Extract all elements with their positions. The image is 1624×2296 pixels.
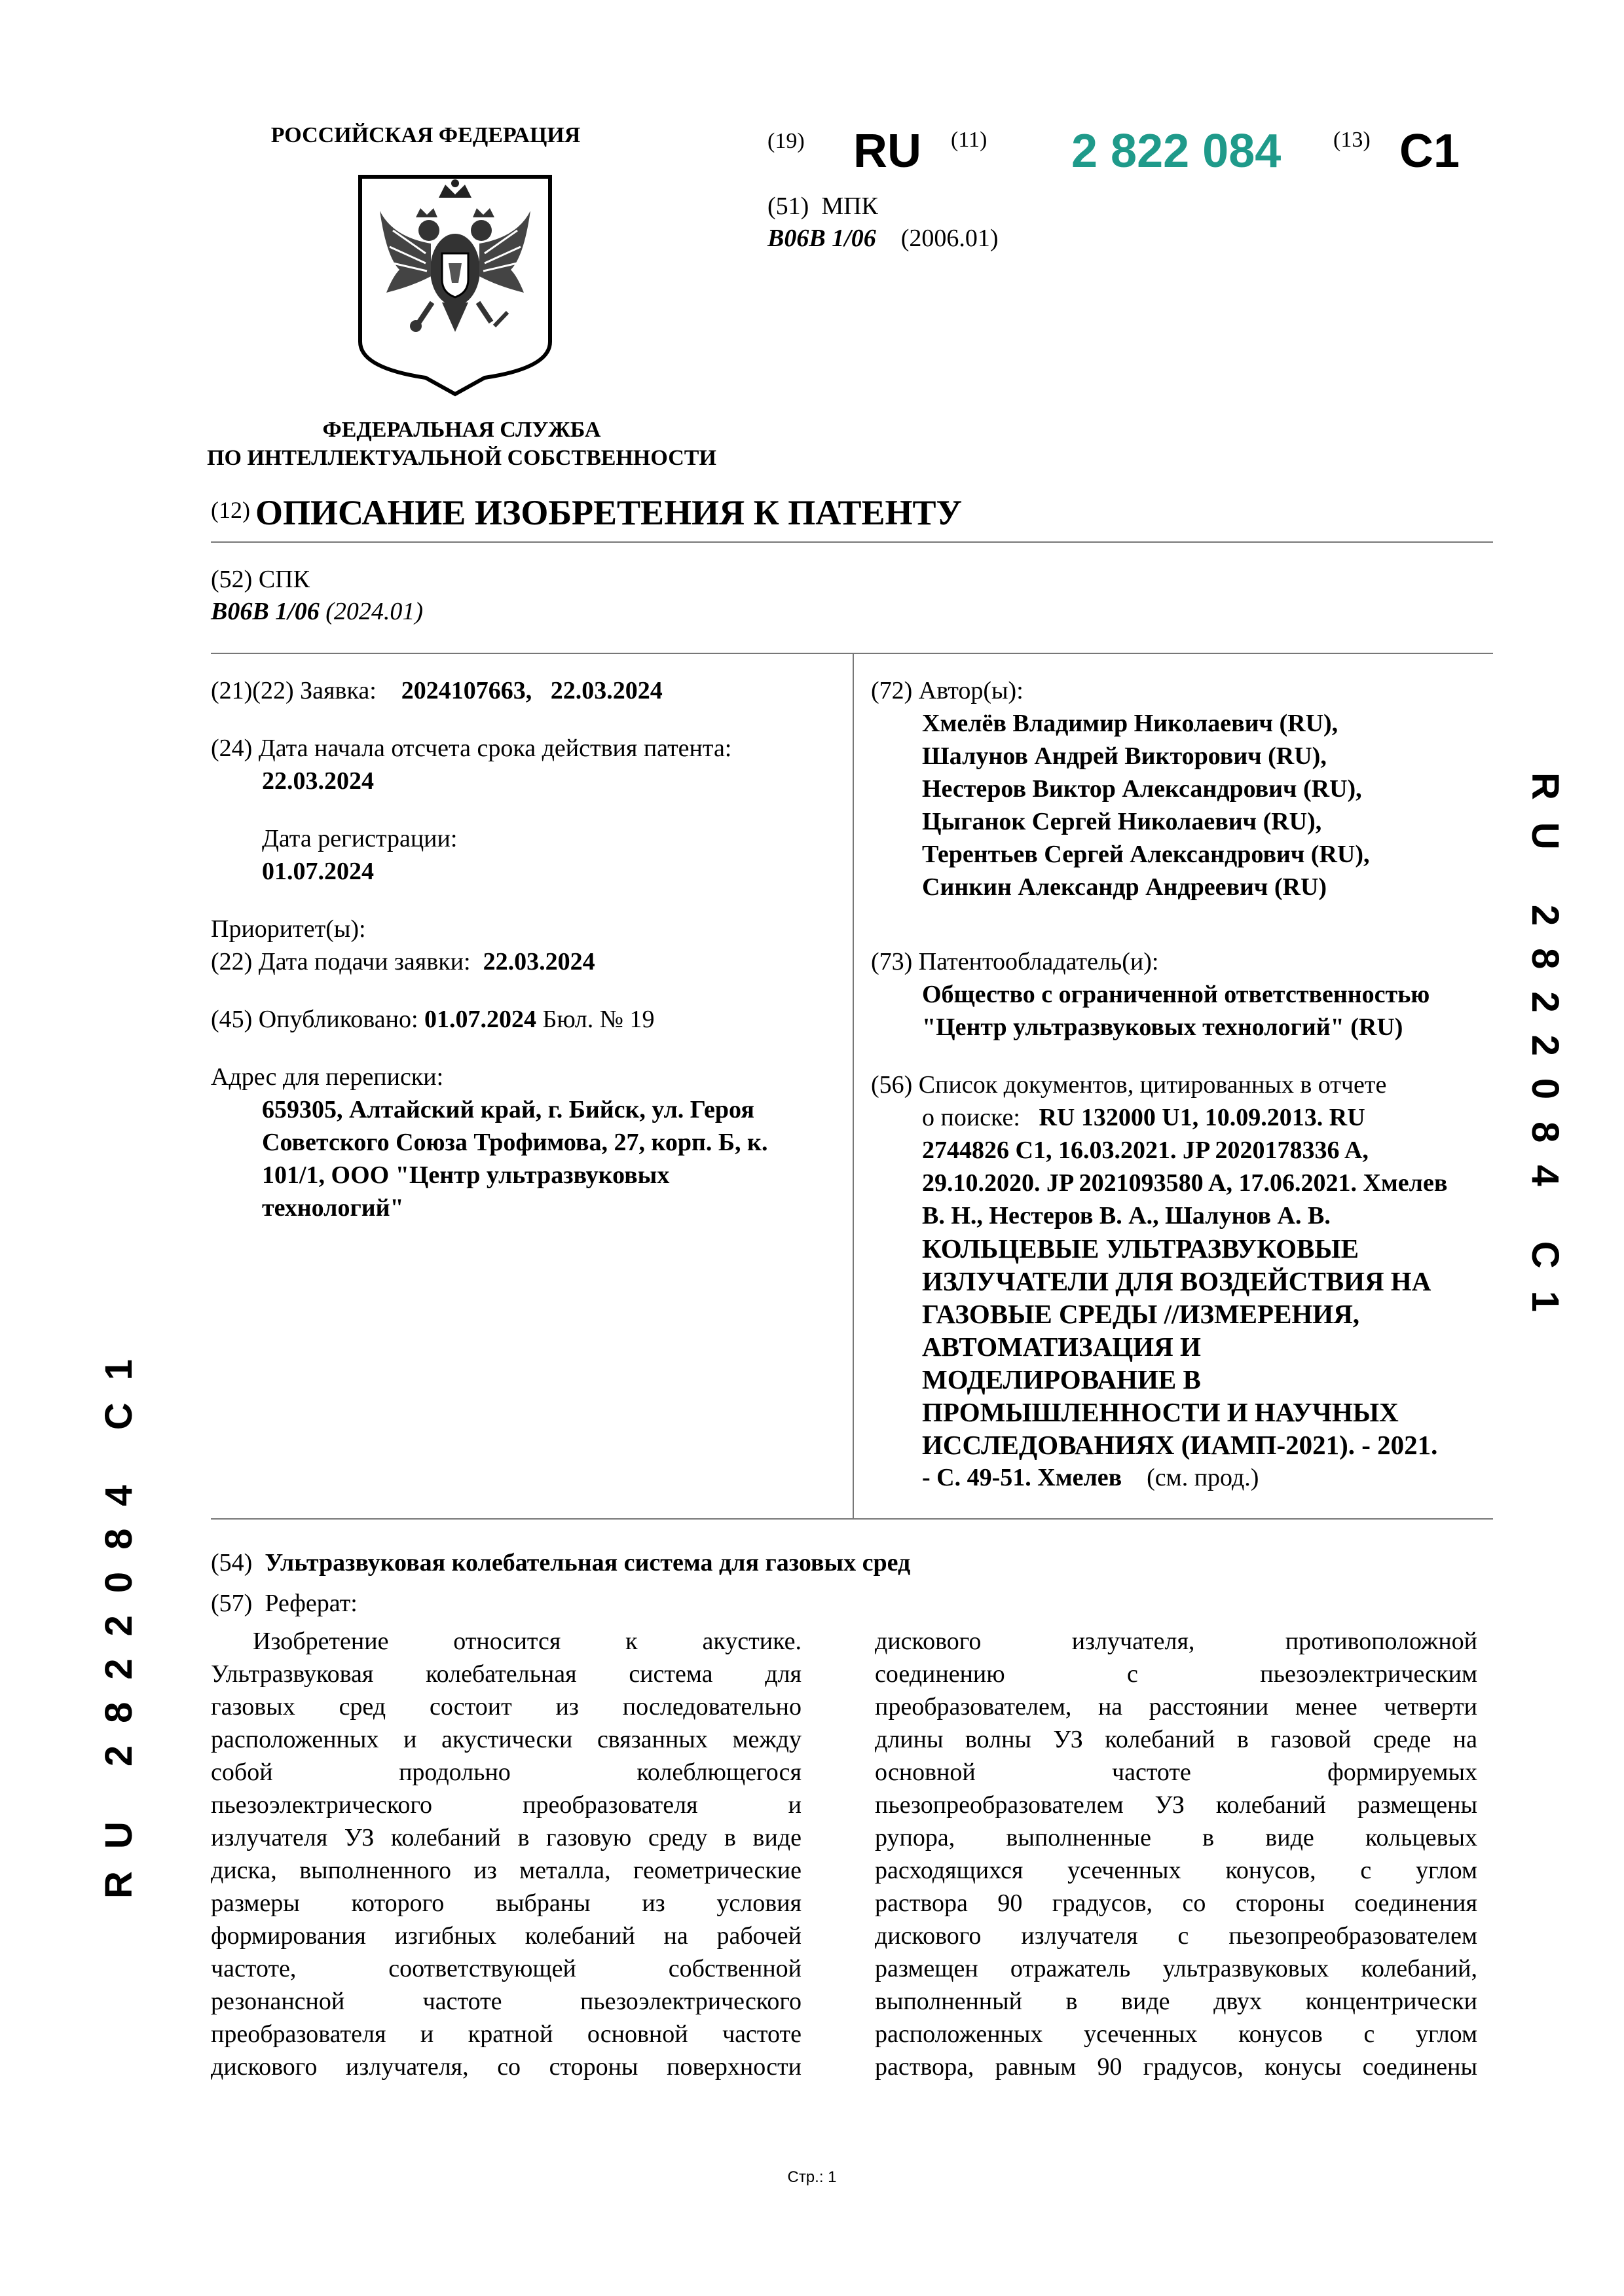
author-name: Хмелёв Владимир Николаевич (RU), bbox=[922, 710, 1338, 737]
application-data bbox=[211, 674, 663, 707]
cited-docs-caps: ПРОМЫШЛЕННОСТИ И НАУЧНЫХ bbox=[922, 1397, 1399, 1427]
country-code: RU bbox=[853, 125, 921, 177]
inid-code-52: (52) bbox=[211, 566, 253, 593]
cpc-label: СПК bbox=[258, 566, 310, 593]
cited-docs-caps: АВТОМАТИЗАЦИЯ И bbox=[922, 1332, 1201, 1362]
abstract-line: пьезоэлектрического преобразователя и bbox=[211, 1791, 802, 1819]
abstract-line: дискового излучателя, со стороны поверхности bbox=[211, 2053, 802, 2081]
abstract-line: диска, выполненного из металла, геометрические bbox=[211, 1857, 802, 1884]
publication-date: 01.07.2024 bbox=[424, 1006, 537, 1033]
invention-title: Ультразвуковая колебательная система для газовых сред bbox=[265, 1549, 911, 1576]
authors-list bbox=[922, 707, 1485, 903]
inid-code-57: (57) bbox=[211, 1590, 253, 1617]
priority-label: Приоритет(ы): bbox=[211, 915, 366, 943]
abstract-line: основной частоте формируемых bbox=[875, 1758, 1477, 1786]
inid-code-13: (13) bbox=[1333, 128, 1371, 152]
patent-holder-line: Общество с ограниченной ответственностью bbox=[922, 981, 1430, 1008]
application-label: (21)(22) Заявка: bbox=[211, 677, 377, 704]
cited-docs-line bbox=[922, 1461, 1498, 1494]
abstract-heading bbox=[211, 1587, 358, 1620]
cited-docs-line: В. Н., Нестеров В. А., Шалунов А. В. bbox=[922, 1202, 1331, 1230]
address-line: технологий" bbox=[262, 1194, 404, 1222]
divider-biblio-top bbox=[211, 653, 1493, 654]
cited-docs-label: (56) Список документов, цитированных в отчете bbox=[871, 1071, 1387, 1099]
doc-type-title: ОПИСАНИЕ ИЗОБРЕТЕНИЯ К ПАТЕНТУ bbox=[255, 493, 963, 532]
cpc-heading bbox=[211, 565, 310, 594]
inid-code-51: (51) bbox=[767, 192, 809, 220]
filing-date-row bbox=[211, 945, 595, 978]
abstract-line: собой продольно колеблющегося bbox=[211, 1758, 802, 1786]
ipc-label: МПК bbox=[821, 192, 878, 220]
country-name: РОССИЙСКАЯ ФЕДЕРАЦИЯ bbox=[270, 123, 581, 147]
side-label-right: RU 2822084 C1 bbox=[1524, 773, 1566, 1334]
abstract-line: излучателя УЗ колебаний в газовую среду в виде bbox=[211, 1824, 802, 1851]
abstract-label: Реферат: bbox=[265, 1590, 358, 1617]
page-number: Стр.: 1 bbox=[787, 2168, 837, 2186]
abstract-line: расположенных и акустически связанных между bbox=[211, 1726, 802, 1753]
inid-code-54: (54) bbox=[211, 1549, 253, 1576]
kind-code: C1 bbox=[1399, 125, 1460, 177]
cited-docs-block bbox=[922, 1101, 1498, 1494]
abstract-line: резонансной частоте пьезоэлектрического bbox=[211, 1988, 802, 2015]
address-line: Советского Союза Трофимова, 27, корп. Б, к. bbox=[262, 1129, 768, 1156]
bulletin-number: Бюл. № 19 bbox=[542, 1006, 655, 1033]
ipc-version: (2006.01) bbox=[900, 225, 999, 252]
registration-date: 01.07.2024 bbox=[262, 858, 374, 885]
patent-holder bbox=[922, 978, 1485, 1044]
cited-docs-caps: КОЛЬЦЕВЫЕ УЛЬТРАЗВУКОВЫЕ bbox=[922, 1233, 1359, 1264]
application-number: 2024107663, bbox=[401, 677, 532, 704]
side-label-left: RU 2822084 C1 bbox=[98, 1337, 140, 1899]
cited-docs-caps: ИЗЛУЧАТЕЛИ ДЛЯ ВОЗДЕЙСТВИЯ НА bbox=[922, 1266, 1431, 1296]
term-start-label: (24) Дата начала отсчета срока действия патента: bbox=[211, 735, 732, 762]
abstract-line: дискового излучателя, противоположной bbox=[875, 1628, 1477, 1655]
application-date: 22.03.2024 bbox=[550, 677, 663, 704]
cited-docs-first: RU 132000 U1, 10.09.2013. RU bbox=[1039, 1104, 1365, 1131]
patent-holder-label: (73) Патентообладатель(и): bbox=[871, 948, 1159, 975]
inid-code-19: (19) bbox=[767, 129, 805, 153]
patent-holder-line: "Центр ультразвуковых технологий" (RU) bbox=[922, 1013, 1403, 1041]
author-name: Шалунов Андрей Викторович (RU), bbox=[922, 742, 1327, 770]
author-name: Нестеров Виктор Александрович (RU), bbox=[922, 775, 1362, 803]
address-line: 659305, Алтайский край, г. Бийск, ул. Героя bbox=[262, 1096, 754, 1123]
abstract-line: размеры которого выбраны из условия bbox=[211, 1889, 802, 1917]
abstract-line: раствора, равным 90 градусов, конусы соединены bbox=[875, 2053, 1477, 2081]
authors-label: (72) Автор(ы): bbox=[871, 677, 1024, 704]
agency-name-line1: ФЕДЕРАЛЬНАЯ СЛУЖБА bbox=[322, 418, 601, 442]
abstract-line: преобразователем, на расстоянии менее четверти bbox=[875, 1693, 1477, 1721]
abstract-column-left bbox=[211, 1625, 802, 2083]
doc-type-heading bbox=[211, 492, 962, 533]
ipc-classification bbox=[767, 224, 999, 253]
filing-date: 22.03.2024 bbox=[483, 948, 595, 975]
agency-name-line2: ПО ИНТЕЛЛЕКТУАЛЬНОЙ СОБСТВЕННОСТИ bbox=[207, 446, 716, 470]
filing-date-label: (22) Дата подачи заявки: bbox=[211, 948, 471, 975]
abstract-line: пьезопреобразователем УЗ колебаний размещены bbox=[875, 1791, 1477, 1819]
cited-docs-line bbox=[922, 1101, 1498, 1134]
ipc-class: B06B 1/06 bbox=[767, 225, 876, 252]
cited-docs-continued: (см. прод.) bbox=[1147, 1464, 1259, 1491]
abstract-line: преобразователя и кратной основной частоте bbox=[211, 2020, 802, 2048]
abstract-line: Ультразвуковая колебательная система для bbox=[211, 1660, 802, 1688]
cited-docs-caps: ИССЛЕДОВАНИЯХ (ИАМП-2021). - 2021. bbox=[922, 1430, 1438, 1460]
inid-code-12: (12) bbox=[211, 497, 250, 523]
abstract-line: дискового излучателя с пьезопреобразователем bbox=[875, 1922, 1477, 1950]
abstract-line: размещен отражатель ультразвуковых колебаний, bbox=[875, 1955, 1477, 1982]
invention-title-row bbox=[211, 1546, 910, 1579]
abstract-line: расходящихся усеченных конусов, с углом bbox=[875, 1857, 1477, 1884]
cited-docs-caps: ГАЗОВЫЕ СРЕДЫ //ИЗМЕРЕНИЯ, bbox=[922, 1299, 1360, 1329]
cited-docs-line: 29.10.2020. JP 2021093580 A, 17.06.2021. Хмелев bbox=[922, 1169, 1448, 1197]
cpc-class: B06B 1/06 bbox=[211, 598, 320, 625]
registration-label: Дата регистрации: bbox=[262, 825, 458, 852]
publication-label: (45) Опубликовано: bbox=[211, 1006, 418, 1033]
inid-code-11: (11) bbox=[951, 128, 987, 152]
abstract-line: длины волны УЗ колебаний в газовой среде на bbox=[875, 1726, 1477, 1753]
ipc-heading bbox=[767, 192, 878, 221]
coat-of-arms-emblem bbox=[354, 172, 557, 397]
abstract-line: рупора, выполненные в виде кольцевых bbox=[875, 1824, 1477, 1851]
address-block bbox=[262, 1093, 825, 1224]
abstract-column-right bbox=[875, 1625, 1477, 2083]
term-start-date: 22.03.2024 bbox=[262, 767, 374, 795]
cpc-classification bbox=[211, 597, 423, 626]
divider-biblio-bottom bbox=[211, 1518, 1493, 1520]
cpc-version: (2024.01) bbox=[325, 598, 424, 625]
cited-docs-line: 2744826 C1, 16.03.2021. JP 2020178336 A, bbox=[922, 1137, 1369, 1164]
cited-docs-last: - С. 49-51. Хмелев bbox=[922, 1464, 1122, 1491]
address-line: 101/1, ООО "Центр ультразвуковых bbox=[262, 1161, 670, 1189]
abstract-line: Изобретение относится к акустике. bbox=[253, 1628, 802, 1655]
address-label: Адрес для переписки: bbox=[211, 1063, 444, 1091]
abstract-line: раствора 90 градусов, со стороны соединения bbox=[875, 1889, 1477, 1917]
publication-row bbox=[211, 1003, 655, 1036]
author-name: Синкин Александр Андреевич (RU) bbox=[922, 873, 1327, 901]
author-name: Терентьев Сергей Александрович (RU), bbox=[922, 841, 1370, 868]
cited-docs-caps: МОДЕЛИРОВАНИЕ В bbox=[922, 1364, 1201, 1394]
abstract-line: формирования изгибных колебаний на рабочей bbox=[211, 1922, 802, 1950]
abstract-line: частоте, соответствующей собственной bbox=[211, 1955, 802, 1982]
author-name: Цыганок Сергей Николаевич (RU), bbox=[922, 808, 1322, 835]
abstract-line: соединению с пьезоэлектрическим bbox=[875, 1660, 1477, 1688]
divider-top bbox=[211, 541, 1493, 543]
abstract-line: выполненный в виде двух концентрически bbox=[875, 1988, 1477, 2015]
divider-biblio-vertical bbox=[853, 653, 854, 1518]
abstract-line: расположенных усеченных конусов с углом bbox=[875, 2020, 1477, 2048]
patent-number: 2 822 084 bbox=[1071, 125, 1282, 177]
cited-docs-prefix: о поиске: bbox=[922, 1104, 1020, 1131]
abstract-line: газовых сред состоит из последовательно bbox=[211, 1693, 802, 1721]
